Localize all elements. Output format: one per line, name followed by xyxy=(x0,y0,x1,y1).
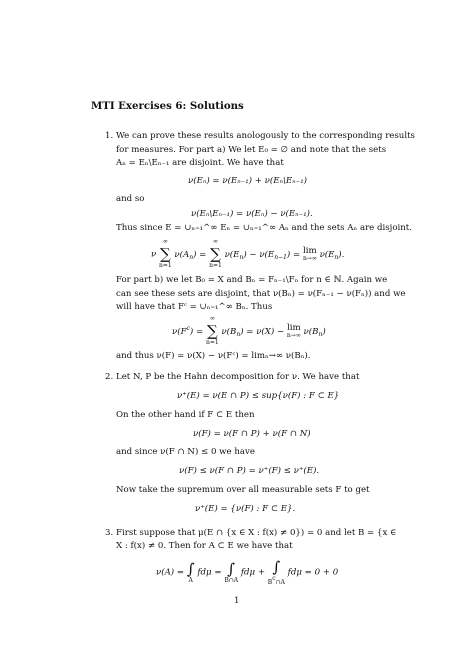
page-number: 1 xyxy=(234,596,240,606)
item-3-line-2: X : f(x) ≠ 0. Then for A ⊂ E we have that xyxy=(116,541,293,551)
item-1-line-3: Aₙ = Eₙ\Eₙ₋₁ are disjoint. We have that xyxy=(116,158,284,168)
item-2-number: 2. xyxy=(105,372,114,382)
item-2-equation-1: ν⁺(E) = ν(E ∩ P) ≤ sup{ν(F) : F ⊂ E} xyxy=(177,391,340,401)
item-1-partb-line-2: can see these sets are disjoint, that ν(Bₙ) = ν(Fₙ₋₁ − ν(Fₙ)) and we xyxy=(116,289,406,299)
item-1-number: 1. xyxy=(105,131,114,141)
item-2-line-4: Now take the supremum over all measurable sets F to get xyxy=(116,485,370,495)
item-2-line-1: Let N, P be the Hahn decomposition for ν. We have that xyxy=(116,372,360,382)
item-1-and-so: and so xyxy=(116,194,145,204)
item-1-equation-1: ν(Eₙ) = ν(Eₙ₋₁) + ν(Eₙ\Eₙ₋₁) xyxy=(188,176,307,186)
item-2-line-2: On the other hand if F ⊂ E then xyxy=(116,410,255,420)
item-2-line-3: and since ν(F ∩ N) ≤ 0 we have xyxy=(116,447,255,457)
item-2-equation-3: ν(F) ≤ ν(F ∩ P) = ν⁺(F) ≤ ν⁺(E). xyxy=(179,466,320,476)
item-1-partb-line-3: will have that Fᶜ = ∪ₙ₌₁^∞ Bₙ. Thus xyxy=(116,302,273,312)
item-1-line-2: for measures. For part a) We let E₀ = ∅ and note that the sets xyxy=(116,145,387,155)
item-1-equation-2: ν(Eₙ\Eₙ₋₁) = ν(Eₙ) − ν(Eₙ₋₁). xyxy=(191,209,313,219)
item-1-partb-line-1: For part b) we let B₀ = X and Bₙ = Fₙ₋₁\Fₙ for n ∈ ℕ. Again we xyxy=(116,275,388,285)
item-1-line-1: We can prove these results anologously to the corresponding results xyxy=(116,131,415,141)
item-1-thus-line: Thus since E = ∪ₙ₌₁^∞ Eₙ = ∪ₙ₌₁^∞ Aₙ and the sets Aₙ are disjoint. xyxy=(116,223,412,233)
page-title: MTI Exercises 6: Solutions xyxy=(91,100,244,112)
item-2-equation-2: ν(F) = ν(F ∩ P) + ν(F ∩ N) xyxy=(193,429,311,439)
item-1-equation-3: ν ∞ ∑ n=1 $\nu(A_n)$ = ∞ ∑ n=1 $\nu(E_n) - \nu(E_{n-1}) = \lim$ n→∞ $\nu(E_n)$. xyxy=(151,238,345,269)
item-1-equation-4: $\nu(F^c)$ = ∞ ∑ n=1 $\nu(B_n) = \nu(X) - \lim$ n→∞ $\nu(B_n)$ xyxy=(172,315,326,346)
item-3-line-1: First suppose that μ(E ∩ {x ∈ X : f(x) ≠ 0}) = 0 and let B = {x ∈ xyxy=(116,528,397,538)
item-3-equation-1: ν(A) = ∫ A fdμ = ∫ B∩A fdμ + ∫ Bc∩A fdμ = 0 + 0 xyxy=(156,558,339,586)
item-1-thus-line-2: and thus ν(F) = ν(X) − ν(Fᶜ) = limₙ→∞ ν(Bₙ). xyxy=(116,351,311,361)
item-2-equation-4: ν⁺(E) = {ν(F) : F ⊂ E}. xyxy=(195,504,296,514)
item-3-number: 3. xyxy=(105,528,114,538)
